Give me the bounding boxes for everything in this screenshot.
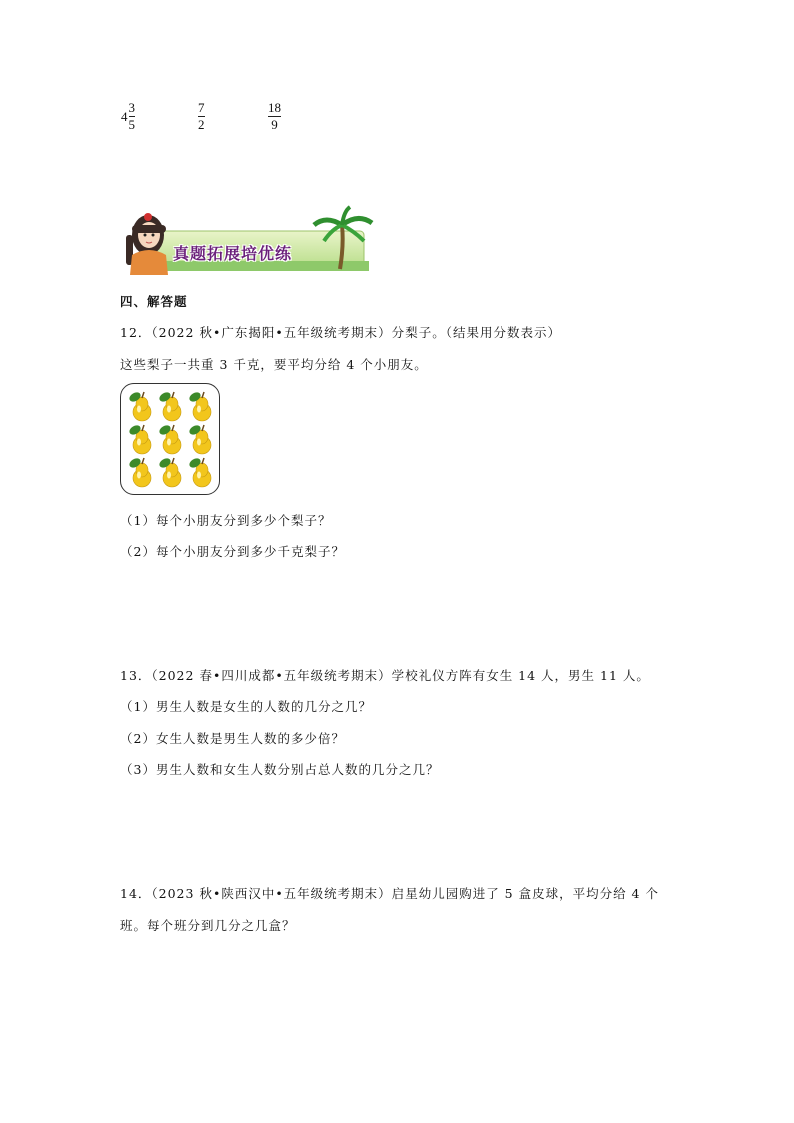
pear-icon: [128, 424, 151, 454]
fraction-whole: 4: [121, 108, 128, 124]
pear-icon: [128, 457, 151, 487]
numerator: 3: [128, 100, 135, 115]
q12-sub1: （1）每个小朋友分到多少个梨子？: [120, 513, 332, 528]
pear-icon: [158, 391, 181, 421]
pear-icon: [158, 457, 181, 487]
banner-title: 真题拓展培优练: [173, 244, 293, 263]
q13-stem: 13．（2022 春•四川成都•五年级统考期末）学校礼仪方阵有女生 14 人，男生 11 人。: [120, 668, 650, 683]
banner-illustration: [118, 205, 378, 275]
pear-icon: [128, 391, 151, 421]
denominator: 9: [271, 117, 278, 132]
denominator: 2: [198, 117, 205, 132]
section-banner: [118, 205, 378, 275]
denominator: 5: [128, 117, 135, 132]
fraction: [129, 101, 136, 132]
fraction-item-1: [121, 101, 135, 132]
pear-icon: [158, 424, 181, 454]
q12-stem: 12．（2022 秋•广东揭阳•五年级统考期末）分梨子。（结果用分数表示）: [120, 325, 561, 340]
q14-line2: 班。每个班分到几分之几盒？: [120, 918, 296, 933]
pear-icon: [188, 457, 211, 487]
pear-grid: [121, 384, 219, 494]
pear-icon: [188, 391, 211, 421]
q13-sub2: （2）女生人数是男生人数的多少倍？: [120, 731, 345, 746]
fraction: [198, 101, 205, 132]
pear-image: [120, 383, 220, 495]
q13-sub3: （3）男生人数和女生人数分别占总人数的几分之几？: [120, 762, 440, 777]
numerator: 7: [198, 100, 205, 115]
fraction-item-3: [268, 101, 281, 132]
section-heading: 四、解答题: [120, 294, 188, 309]
q12-context: 这些梨子一共重 3 千克，要平均分给 4 个小朋友。: [120, 357, 428, 372]
fraction: [268, 101, 281, 132]
pear-icon: [188, 424, 211, 454]
q14-line1: 14．（2023 秋•陕西汉中•五年级统考期末）启星幼儿园购进了 5 盒皮球，平均分给 4 个: [120, 886, 659, 901]
fraction-item-2: [198, 101, 205, 132]
numerator: 18: [268, 100, 281, 115]
q13-sub1: （1）男生人数是女生的人数的几分之几？: [120, 699, 372, 714]
q12-sub2: （2）每个小朋友分到多少千克梨子？: [120, 544, 345, 559]
